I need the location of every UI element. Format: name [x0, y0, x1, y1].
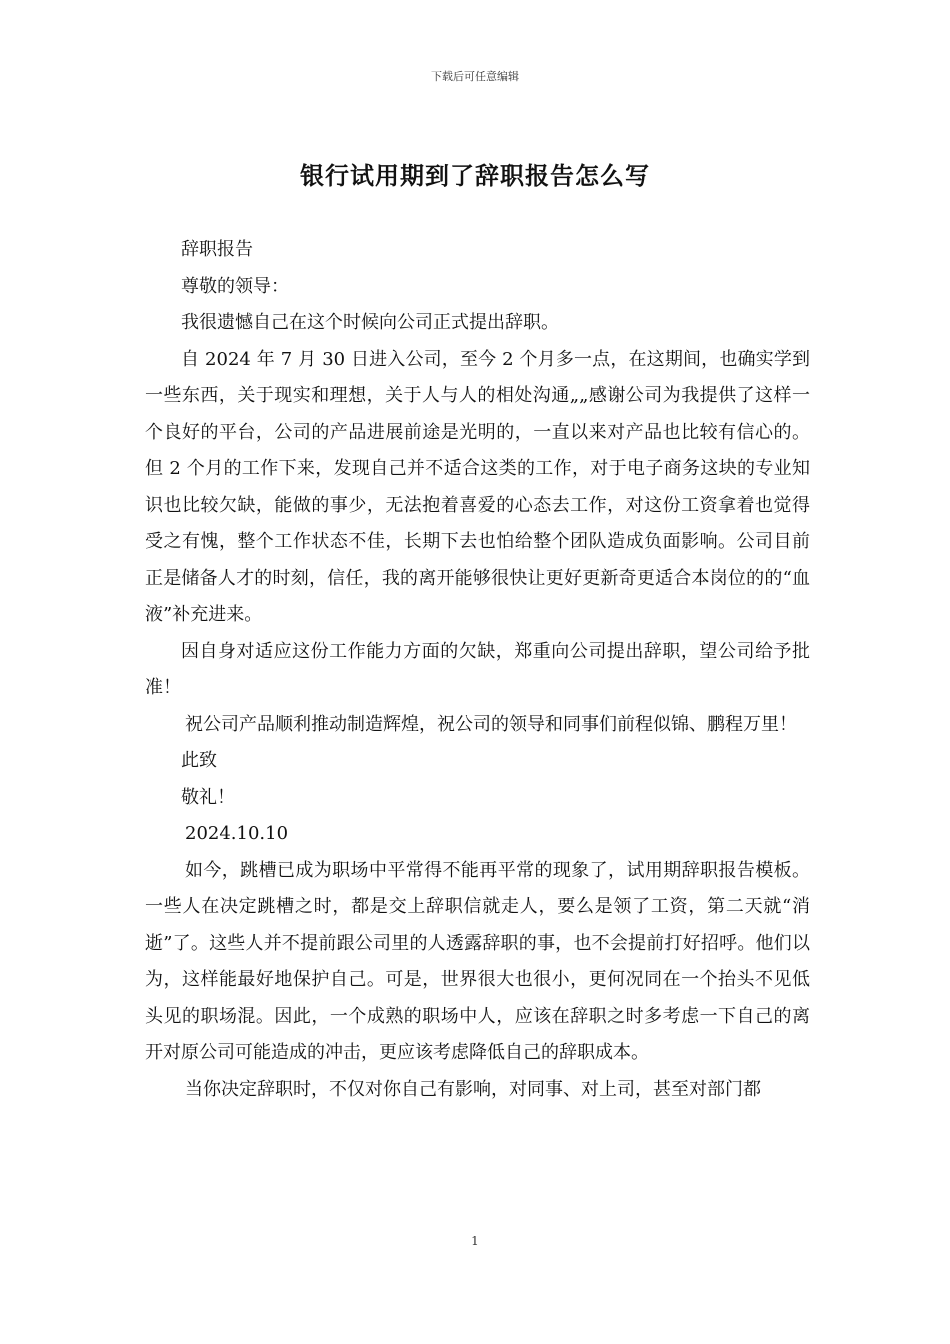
paragraph-main: 自 2024 年 7 月 30 日进入公司，至今 2 个月多一点，在这期间，也确实学到一些东西，关于现实和理想，关于人与人的相处沟通„„感谢公司为我提供了这样一个良好的平台，公司的产品进展前途是光明的，一直以来对产品也比较有信心的。但 2 个月的工作下来，发现自己并不适合这类的工作，对于电子商务这块的专业知识也比较欠缺，能做的事少，无法抱着喜爱的心态去工作，对这份工资拿着也觉得受之有愧，整个工作状态不佳，长期下去也怕给整个团队造成负面影响。公司目前正是储备人才的时刻，信任，我的离开能够很快让更好更新奇更适合本岗位的的“血液”补充进来。: [145, 348, 810, 625]
paragraph-wishes: 祝公司产品顺利推动制造辉煌，祝公司的领导和同事们前程似锦、鹏程万里！: [185, 713, 797, 735]
paragraph-heading: 辞职报告: [181, 239, 253, 260]
paragraph-salutation: 尊敬的领导：: [181, 275, 289, 297]
document-title: 银行试用期到了辞职报告怎么写: [300, 161, 650, 190]
paragraph-closing-1: 此致: [181, 750, 217, 771]
page-number: 1: [471, 1234, 479, 1248]
document-body: [145, 232, 810, 1108]
paragraph-closing-2: 敬礼！: [181, 786, 235, 808]
header-note: 下载后可任意编辑: [431, 70, 519, 83]
paragraph-request: 因自身对适应这份工作能力方面的欠缺，郑重向公司提出辞职，望公司给予批准！: [145, 640, 810, 698]
paragraph-intro: 我很遗憾自己在这个时候向公司正式提出辞职。: [181, 312, 559, 333]
paragraph-article-1: 如今，跳槽已成为职场中平常得不能再平常的现象了，试用期辞职报告模板。一些人在决定跳槽之时，都是交上辞职信就走人，要么是领了工资，第二天就“消逝”了。这些人并不提前跟公司里的人透露辞职的事，也不会提前打好招呼。他们以为，这样能最好地保护自己。可是，世界很大也很小，更何况同在一个抬头不见低头见的职场混。因此，一个成熟的职场中人，应该在辞职之时多考虑一下自己的离开对原公司可能造成的冲击，更应该考虑降低自己的辞职成本。: [145, 859, 810, 1063]
paragraph-date: 2024.10.10: [185, 823, 289, 844]
paragraph-article-2: 当你决定辞职时，不仅对你自己有影响，对同事、对上司，甚至对部门都: [185, 1078, 761, 1100]
